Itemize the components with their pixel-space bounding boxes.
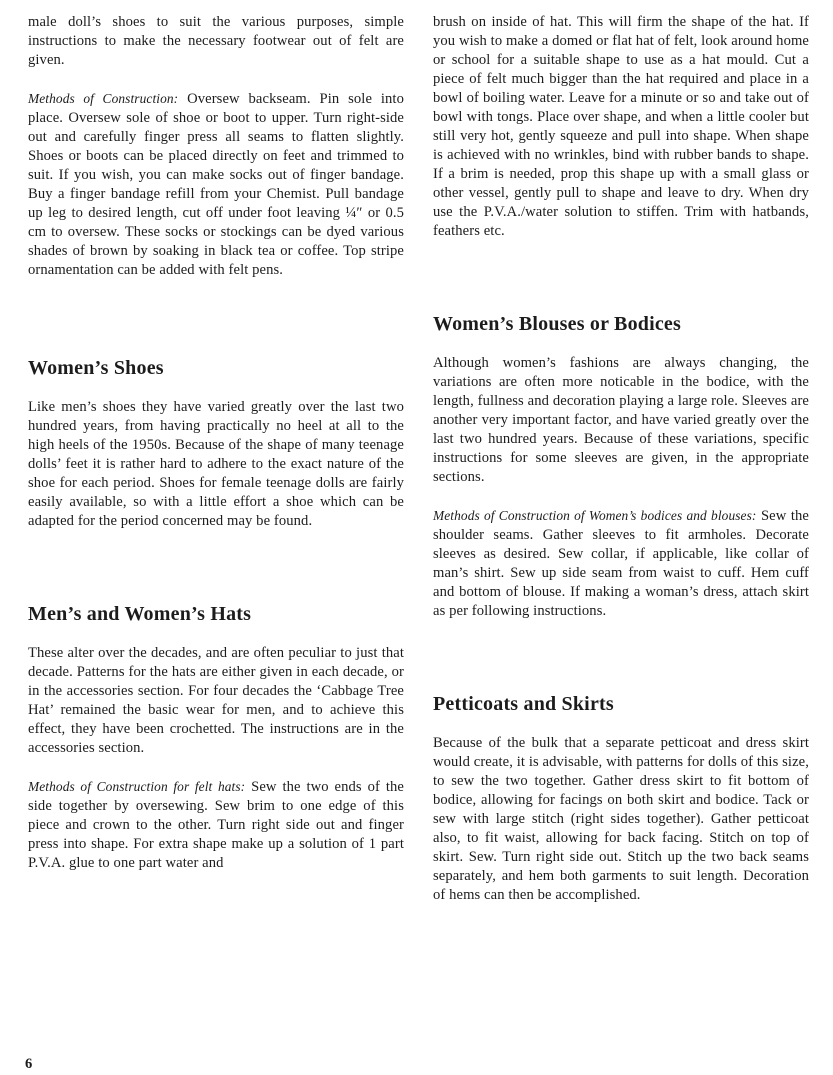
blouses-methods-lead-in: Methods of Construction of Women’s bodices and blouses:: [433, 508, 757, 523]
hats-methods-paragraph: [28, 777, 404, 873]
page-number: 6: [25, 1056, 33, 1072]
mens-shoes-methods-lead-in: Methods of Construction:: [28, 91, 179, 106]
mens-shoes-methods-text: Oversew backseam. Pin sole into place. Oversew sole of shoe or boot to upper. Turn right-side out and carefully finger press all seams to flatten slightly. Shoes or boots can be placed directly on feet and trimmed to suit. If you wish, you can make socks out of finger bandage. Buy a finger bandage refill from your Chemist. Pull bandage up leg to desired length, cut off under foot leaving ¼″ or 0.5 cm to oversew. These socks or stockings can be dyed various shades of brown by soaking in black tea or coffee. Top stripe ornamentation can be added with felt pens.: [28, 91, 404, 278]
blouses-paragraph: Although women’s fashions are always changing, the variations are often more noticable in the bodice, with the length, fullness and decoration playing a large role. Sleeves are another very important factor, and have varied greatly over the last two hundred years. Because of these variations, specific instructions for some sleeves are given, in the appropriate sections.: [433, 355, 809, 485]
petticoats-heading: Petticoats and Skirts: [433, 693, 614, 715]
hats-methods-lead-in: Methods of Construction for felt hats:: [28, 779, 246, 794]
mens-shoes-methods-paragraph: [28, 89, 404, 280]
petticoats-paragraph: Because of the bulk that a separate petticoat and dress skirt would create, it is advisable, with patterns for dolls of this size, to sew the two together. Gather dress skirt to fit bottom of bodice, allowing for facings on both skirt and bodice. Tack or sew with large stitch (right sides together). Gather petticoat also, to fit waist, allowing for back facing. Stitch on top of skirt. Sew. Turn right side out. Stitch up the two back seams separately, and hem both garments to suit length. Decoration of hems can then be accomplished.: [433, 735, 809, 903]
blouses-methods-paragraph: [433, 506, 809, 621]
intro-paragraph: male doll’s shoes to suit the various purposes, simple instructions to make the necessary footwear out of felt are given.: [28, 14, 404, 68]
hats-continued-paragraph: brush on inside of hat. This will firm the shape of the hat. If you wish to make a domed or flat hat of felt, look around home or school for a suitable shape to use as a hat mould. Cut a piece of felt much bigger than the hat required and place in a bowl of boiling water. Leave for a minute or so and take out of bowl with tongs. Place over shape, and when a little cooler but still very hot, gently squeeze and pull into shape. When shape is achieved with no wrinkles, bind with rubber bands to shape. If a brim is needed, prop this shape up with a small glass or other vessel, gently pull to shape and leave to dry. When dry use the P.V.A./water solution to stiffen. Trim with hatbands, feathers etc.: [433, 14, 809, 239]
right-column: [433, 0, 809, 905]
blouses-methods-text: Sew the shoulder seams. Gather sleeves to fit armholes. Decorate sleeves as desired. Sew collar, if applicable, like collar of man’s shirt. Sew up side seam from waist to cuff. Hem cuff and bottom of blouse. If making a woman’s dress, attach skirt as per following instructions.: [433, 508, 809, 619]
womens-shoes-paragraph: Like men’s shoes they have varied greatly over the last two hundred years, from having practically no heel at all to the high heels of the 1950s. Because of the shape of many teenage dolls’ feet it is rather hard to adhere to the exact nature of the shoe for each period. Shoes for female teenage dolls are fairly easily available, so with a little effort a shoe which can be adapted for the period concerned may be found.: [28, 399, 404, 529]
blouses-heading: Women’s Blouses or Bodices: [433, 313, 681, 335]
hats-paragraph: These alter over the decades, and are often peculiar to just that decade. Patterns for the hats are either given in each decade, or in the accessories section. For four decades the ‘Cabbage Tree Hat’ remained the basic wear for men, and to achieve this effect, they have been crochetted. The instructions are in the accessories section.: [28, 645, 404, 756]
hats-methods-text: Sew the two ends of the side together by oversewing. Sew brim to one edge of this piece and crown to the other. Turn right side out and finger press into shape. For extra shape make up a solution of 1 part P.V.A. glue to one part water and: [28, 779, 404, 871]
womens-shoes-heading: Women’s Shoes: [28, 357, 164, 379]
left-column: [28, 0, 404, 873]
hats-heading: Men’s and Women’s Hats: [28, 603, 252, 625]
